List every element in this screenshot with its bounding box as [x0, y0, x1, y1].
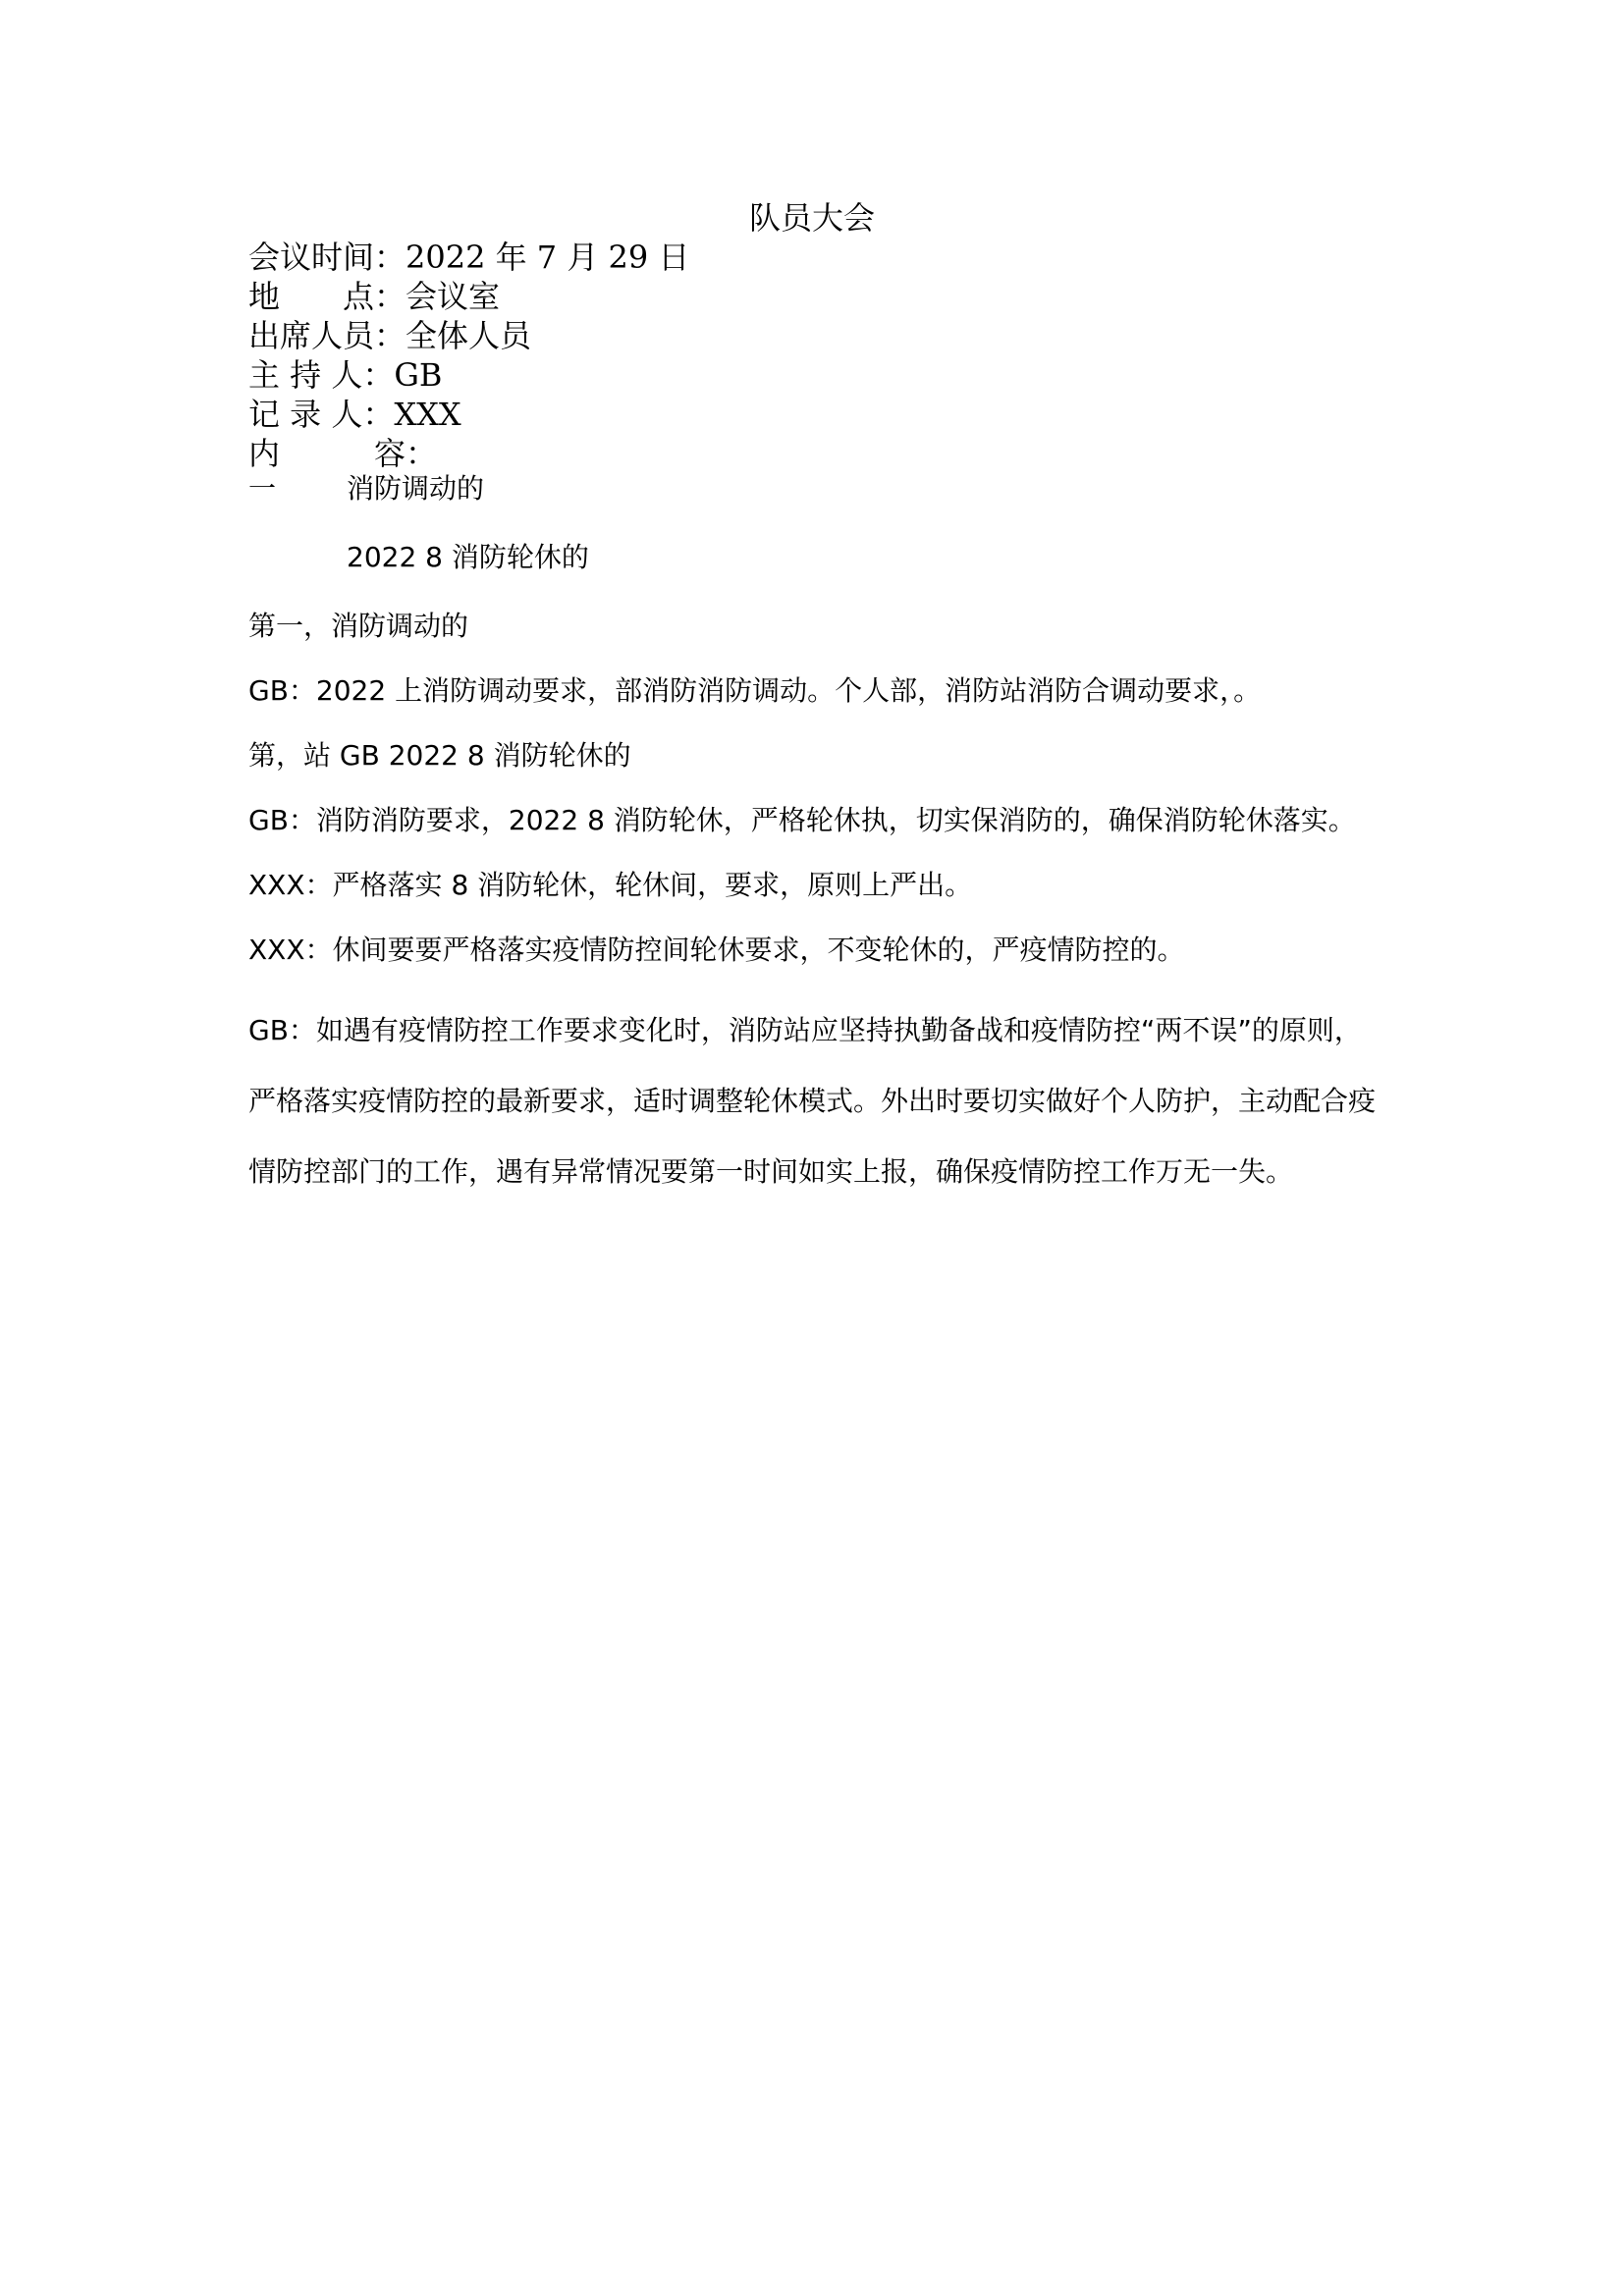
- document-title: 队员大会: [748, 199, 875, 237]
- paragraph-6: XXX：休间要要严格落实疫情防控间轮休要求，不变轮休的，严疫情防控的。: [248, 934, 1185, 966]
- recorder-label: 记 录 人：: [248, 396, 395, 433]
- meeting-location-value: 会议室: [406, 278, 501, 315]
- attendees-value: 全体人员: [406, 317, 532, 354]
- content-label: 内 容：: [248, 435, 438, 472]
- agenda-heading-1: [248, 469, 1387, 508]
- meeting-time-value: 2022 年 7 月 29 日: [406, 239, 690, 276]
- meeting-content: [248, 469, 1387, 1207]
- paragraph-3: 第，站 GB 2022 8 消防轮休的: [248, 739, 631, 772]
- attendees-line: [248, 316, 1378, 355]
- host-line: [248, 355, 1378, 395]
- recorder-line: [248, 395, 1378, 434]
- paragraph-1: 第一，消防调动的: [248, 610, 469, 642]
- agenda-heading-1-text: 消防调动的: [347, 472, 485, 505]
- content-line: [248, 434, 1378, 473]
- meeting-location-label: 地 点：: [248, 278, 406, 315]
- paragraph-2: GB：2022 上消防调动要求，部消防消防调动。个人部，消防站消防合调动要求，。: [248, 674, 1262, 707]
- agenda-heading-1-number: 一: [248, 472, 277, 505]
- agenda-heading-2-text: 2022 8 消防轮休的: [347, 541, 589, 573]
- meeting-info: [248, 238, 1378, 473]
- meeting-time-line: [248, 238, 1378, 277]
- attendees-label: 出席人员：: [248, 317, 406, 354]
- recorder-value: XXX: [394, 396, 461, 433]
- paragraph-5: XXX：严格落实 8 消防轮休，轮休间，要求，原则上严出。: [248, 869, 973, 901]
- paragraph-4: GB：消防消防要求，2022 8 消防轮休，严格轮休执，切实保消防的，确保消防轮休落实。: [248, 804, 1356, 836]
- meeting-time-label: 会议时间：: [248, 239, 406, 276]
- agenda-heading-2: [248, 538, 1387, 577]
- meeting-location-line: [248, 277, 1378, 316]
- host-value: GB: [394, 356, 443, 394]
- paragraph-final: GB：如遇有疫情防控工作要求变化时，消防站应坚持执勤备战和疫情防控“两不误”的原则，严格落实疫情防控的最新要求，适时调整轮休模式。外出时要切实做好个人防护，主动配合疫情防控部门的工作，遇有异常情况要第一时间如实上报，确保疫情防控工作万无一失。: [248, 1014, 1377, 1188]
- host-label: 主 持 人：: [248, 356, 395, 394]
